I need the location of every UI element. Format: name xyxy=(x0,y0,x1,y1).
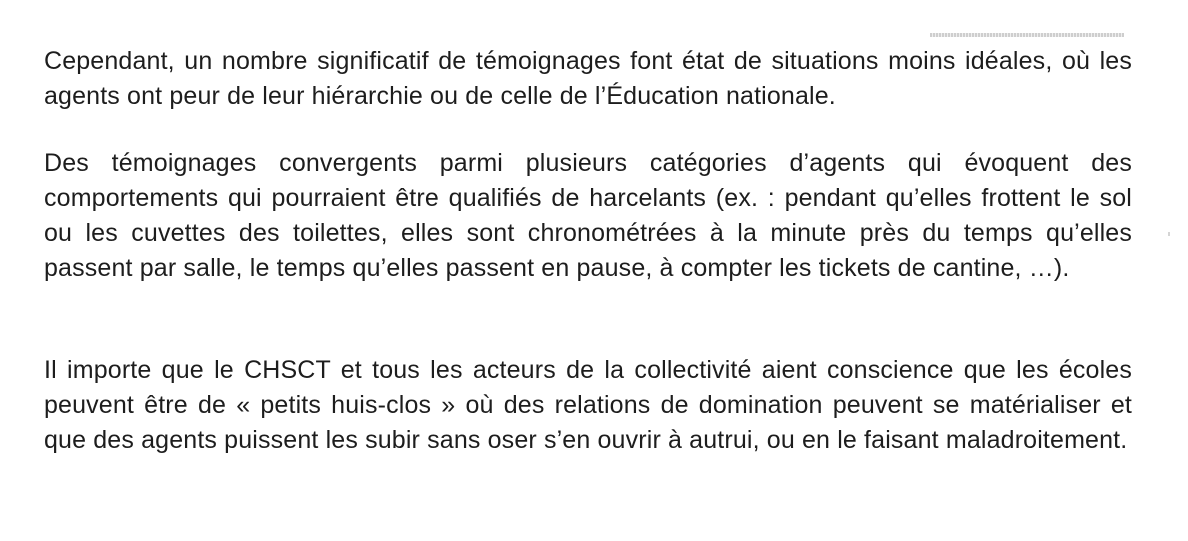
paragraph-2: Des témoignages convergents parmi plusieurs catégories d’agents qui évoquent des comportements qui pourraient être qualifiés de harcelants (ex. : pendant qu’elles frottent le sol ou les cuvettes des toilettes, elles sont chronométrées à la minute près du temps qu’elles passent par salle, le temps qu’elles passent en pause, à compter les tickets de cantine, …). xyxy=(44,149,1132,282)
scan-speck xyxy=(1168,232,1170,236)
paragraph-3: Il importe que le CHSCT et tous les acteurs de la collectivité aient conscience que les écoles peuvent être de « petits huis-clos » où des relations de domination peuvent se matérialiser et que des agents puissent les subir sans oser s’en ouvrir à autrui, ou en le faisant maladroitement. xyxy=(44,356,1132,454)
scan-artifact xyxy=(930,33,1124,37)
paragraph-1: Cependant, un nombre significatif de témoignages font état de situations moins idéales, où les agents ont peur de leur hiérarchie ou de celle de l’Éducation nationale. xyxy=(44,47,1132,110)
